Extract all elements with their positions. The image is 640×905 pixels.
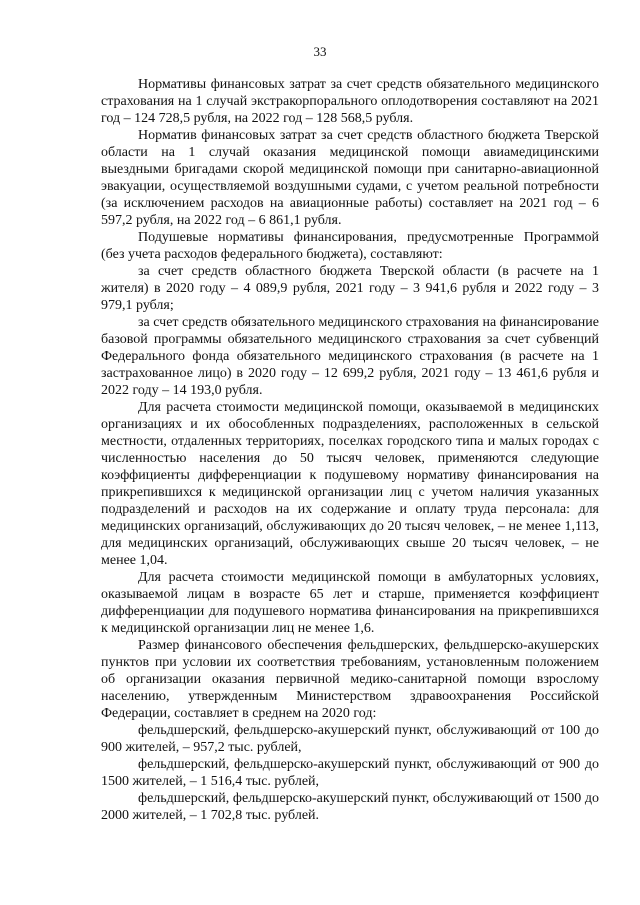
paragraph-air-ambulance-cost: Норматив финансовых затрат за счет средств областного бюджета Тверской области на 1 случай оказания медицинской помощи авиамедицинскими выездными бригадами скорой медицинской помощи при санитарно-авиационной эвакуации, осуществляемой воздушными судами, с учетом реальной потребности (за исключением расходов на авиационные работы) составляет на 2021 год – 6 597,2 рубля, на 2022 год – 6 861,1 рубля.: [101, 128, 599, 228]
paragraph-mandatory-insurance: за счет средств обязательного медицинского страхования на финансирование базовой программы обязательного медицинского страхования за счет субвенций Федерального фонда обязательного медицинского страхования (в расчете на 1 застрахованное лицо) в 2020 году – 12 699,2 рубля, 2021 году – 13 461,6 рубля и 2022 году – 14 193,0 рубля.: [101, 315, 599, 398]
paragraph-ivf-cost: Нормативы финансовых затрат за счет средств обязательного медицинского страхования на 1 случай экстракорпорального оплодотворения составляют на 2021 год – 124 728,5 рубля, на 2022 год – 128 568,5 рубля.: [101, 77, 599, 126]
paragraph-per-capita-intro: Подушевые нормативы финансирования, предусмотренные Программой (без учета расходов федерального бюджета), составляют:: [101, 230, 599, 262]
paragraph-feldsher-funding-intro: Размер финансового обеспечения фельдшерских, фельдшерско-акушерских пунктов при условии их соответствия требованиям, установленным положением об организации оказания первичной медико-санитарной помощи взрослому населению, утвержденным Министерством здравоохранения Российской Федерации, составляет в среднем на 2020 год:: [101, 638, 599, 721]
paragraph-feldsher-900-1500: фельдшерский, фельдшерско-акушерский пункт, обслуживающий от 900 до 1500 жителей, – 1 516,4 тыс. рублей,: [101, 757, 599, 789]
paragraph-elderly-coefficient: Для расчета стоимости медицинской помощи в амбулаторных условиях, оказываемой лицам в возрасте 65 лет и старше, применяется коэффициент дифференциации для подушевого норматива финансирования на прикрепившихся к медицинской организации лиц не менее 1,6.: [101, 570, 599, 636]
document-body: [101, 76, 599, 824]
page-number: 33: [313, 44, 327, 59]
paragraph-regional-budget: за счет средств областного бюджета Тверской области (в расчете на 1 жителя) в 2020 году – 4 089,9 рубля, 2021 году – 3 941,6 рубля и 2022 году – 3 979,1 рубля;: [101, 264, 599, 313]
paragraph-feldsher-100-900: фельдшерский, фельдшерско-акушерский пункт, обслуживающий от 100 до 900 жителей, – 957,2 тыс. рублей,: [101, 723, 599, 755]
paragraph-feldsher-1500-2000: фельдшерский, фельдшерско-акушерский пункт, обслуживающий от 1500 до 2000 жителей, – 1 702,8 тыс. рублей.: [101, 791, 599, 823]
paragraph-rural-coefficients: Для расчета стоимости медицинской помощи, оказываемой в медицинских организациях и их обособленных подразделениях, расположенных в сельской местности, отдаленных территориях, поселках городского типа и малых городах с численностью населения до 50 тысяч человек, применяются следующие коэффициенты дифференциации к подушевому нормативу финансирования на прикрепившихся к медицинской организации лиц с учетом наличия указанных подразделений и расходов на их содержание и оплату труда персонала: для медицинских организаций, обслуживающих до 20 тысяч человек, – не менее 1,113, для медицинских организаций, обслуживающих свыше 20 тысяч человек, – не менее 1,04.: [101, 400, 599, 568]
